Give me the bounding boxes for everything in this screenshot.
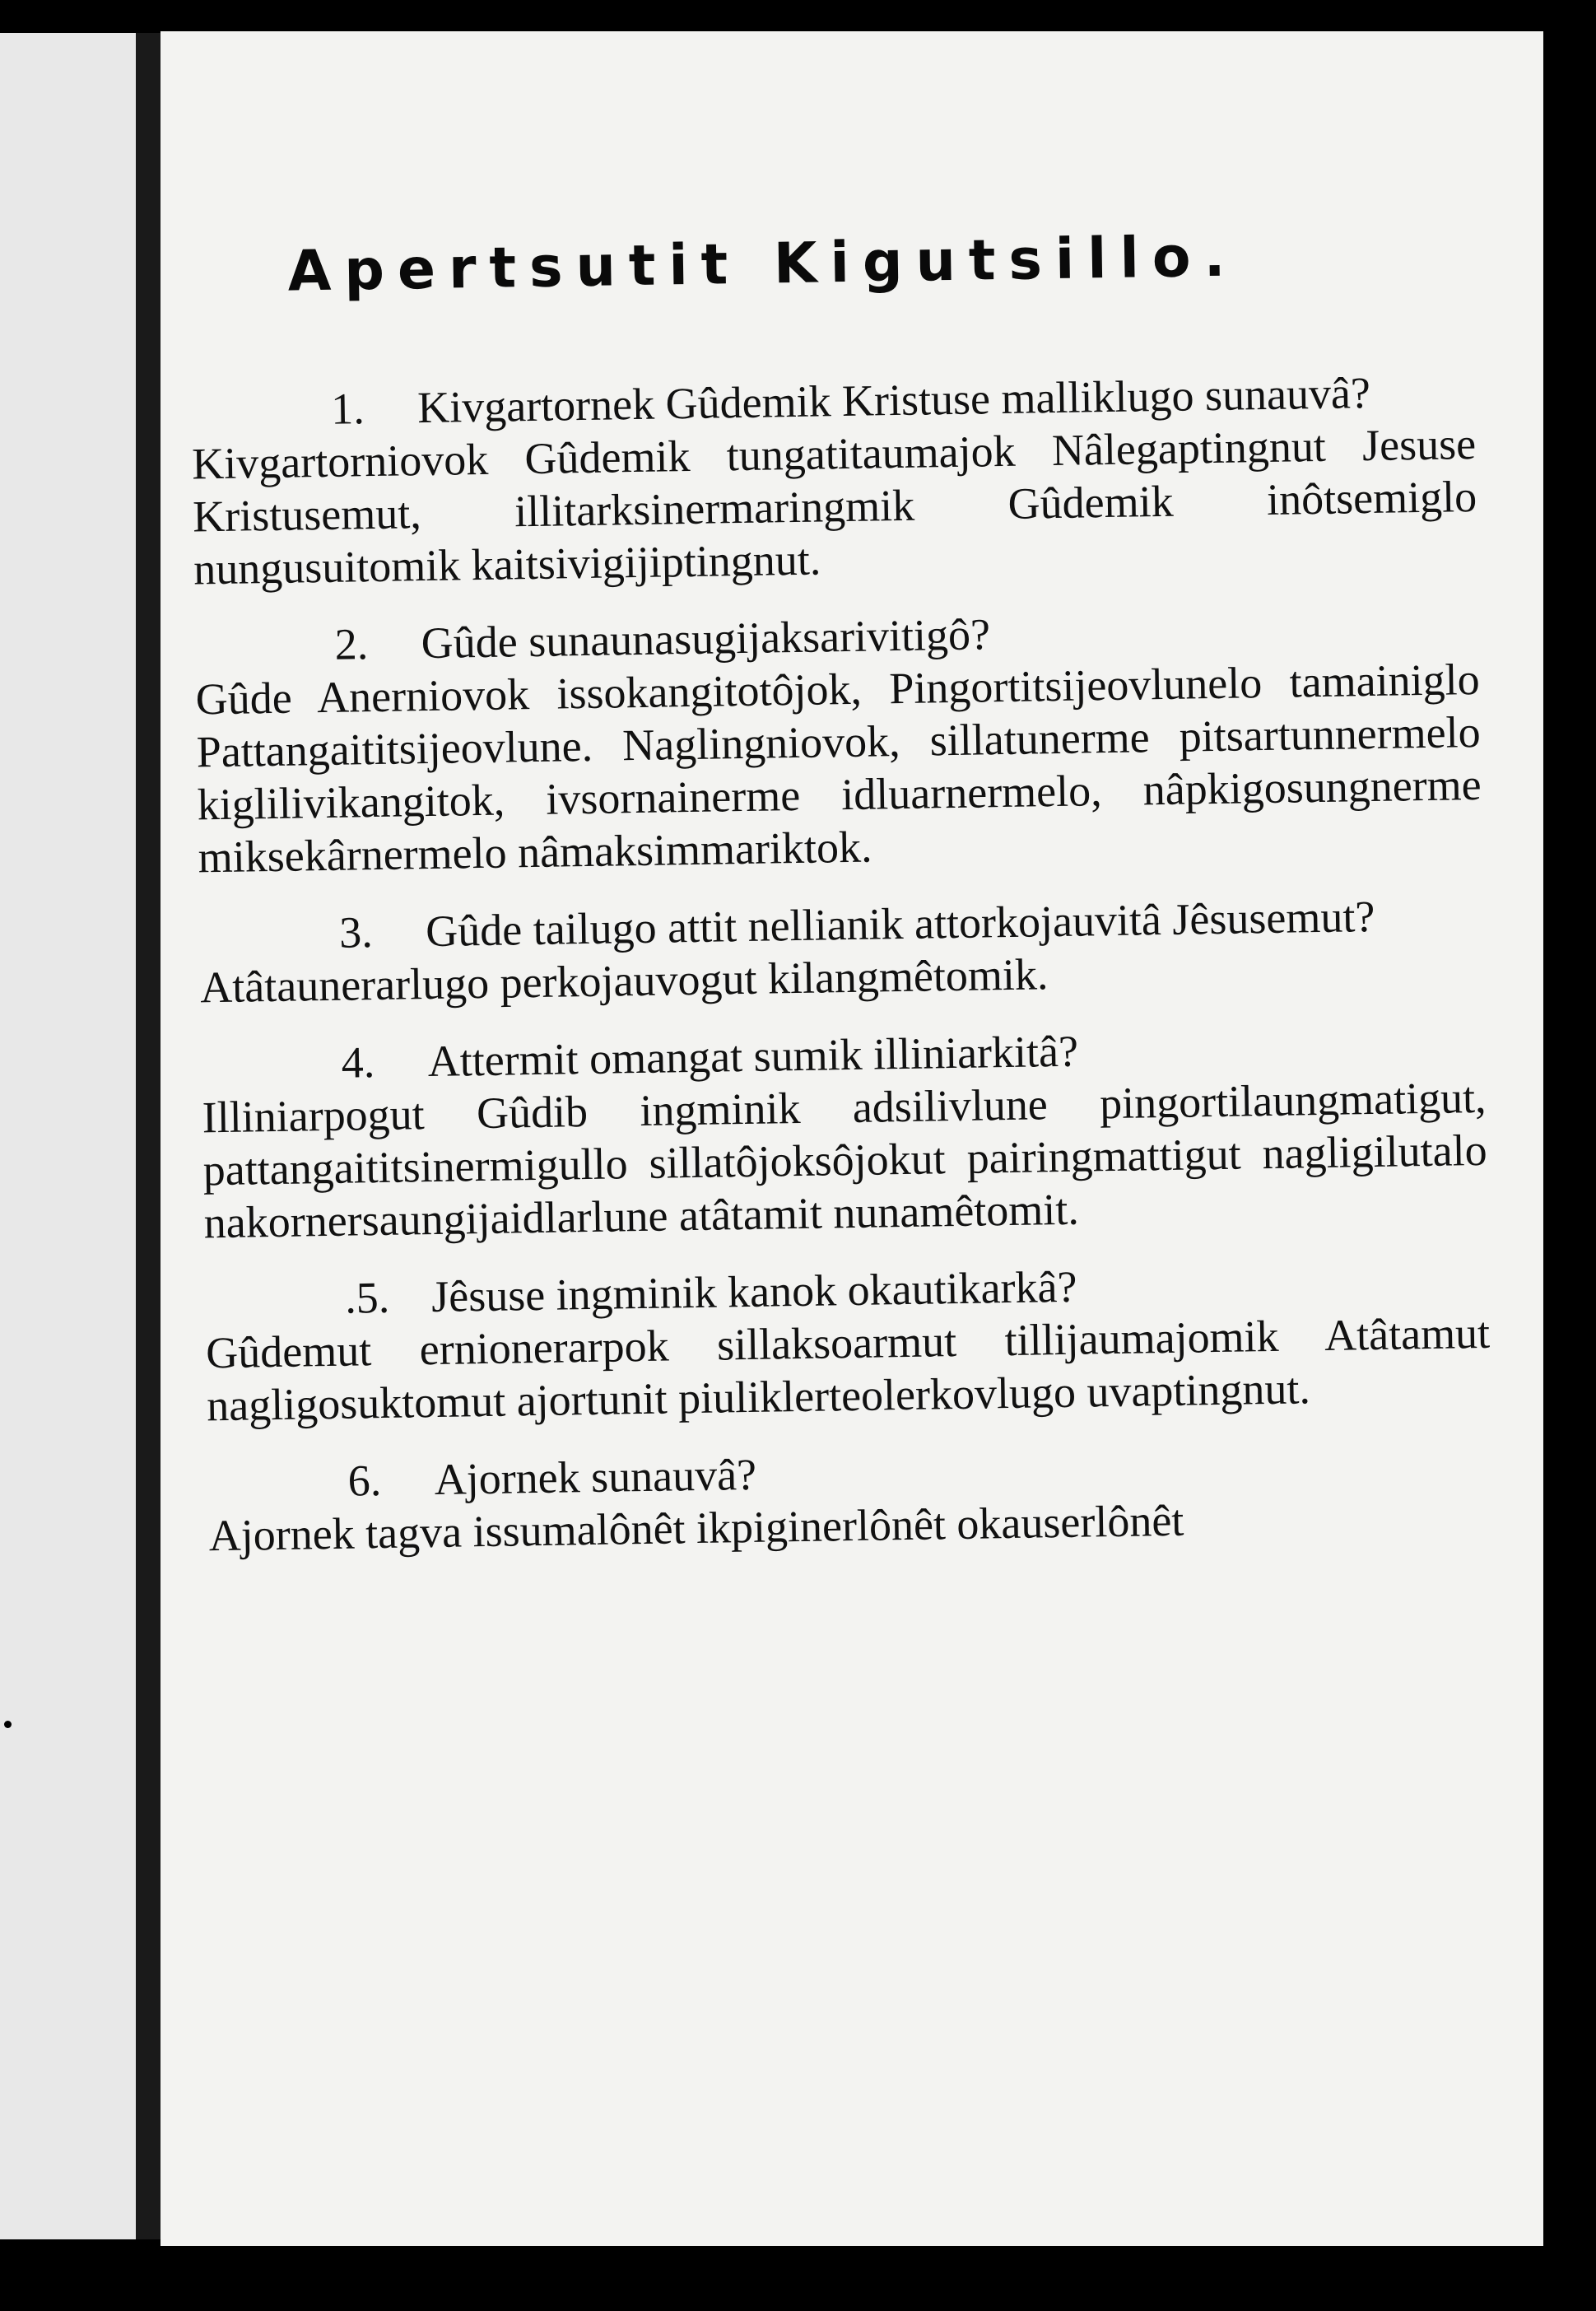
answer-2: Gûde Anerniovok issokangitotôjok, Pingortitsijeovlunelo tamainiglo Pattangaititsijeovlune. Naglingniovok, sillatunerme pitsartunnermelo kiglilivikangitok, ivsornainerme idluarnermelo, nâpkigosungnerme miksekârnermelo nâmaksimmariktok.: [195, 654, 1482, 883]
catechism-item-5: [205, 1254, 1491, 1432]
catechism-item-1: [191, 365, 1478, 595]
answer-1: Kivgartorniovok Gûdemik tungatitaumajok Nâlegaptingnut Jesuse Kristusemut, illitarksinermaringmik Gûdemik inôtsemiglo nungusuitomik kaitsivigijiptingnut.: [191, 418, 1477, 594]
answer-6: Ajornek tagva issumalônêt ikpiginerlônêt okauserlônêt: [208, 1495, 1184, 1561]
book-spine: [136, 33, 161, 2239]
catechism-item-4: [201, 1018, 1488, 1249]
question-text: Attermit omangat sumik illiniarkitâ?: [427, 1026, 1079, 1087]
question-text: Ajornek sunauvâ?: [434, 1449, 757, 1504]
margin-mark: [4, 1721, 12, 1728]
page-title: Apertsutit Kigutsillo.: [286, 224, 1239, 305]
catechism-item-2: [194, 600, 1482, 883]
question-number: 3.: [338, 907, 374, 957]
question-text: Kivgartornek Gûdemik Kristuse malliklugo sunauvâ?: [416, 367, 1371, 433]
catechism-item-6: [207, 1437, 1493, 1562]
answer-4: Illiniarpogut Gûdib ingminik adsilivlune pingortilaungmatigut, pattangaititsinermigullo sillatôjoksôjokut pairingmattigut nagligilutalo nakornersaungijaidlarlune atâtamit nunamêtomit.: [202, 1072, 1488, 1248]
question-number: 4.: [341, 1037, 375, 1088]
answer-3: Atâtaunerarlugo perkojauvogut kilangmêtomik.: [199, 949, 1049, 1013]
catechism-item-3: [199, 888, 1485, 1013]
question-text: Gûde sunaunasugijaksarivitigô?: [421, 609, 991, 669]
question-number: .5.: [344, 1272, 390, 1323]
document-page: [161, 31, 1543, 2246]
question-text: Gûde tailugo attit nellianik attorkojauvitâ Jêsusemut?: [425, 891, 1375, 957]
question-number: 2.: [334, 619, 369, 669]
answer-5: Gûdemut ernionerarpok sillaksoarmut tillijaumajomik Atâtamut nagligosuktomut ajortunit piuliklerteolerkovlugo uvaptingnut.: [205, 1307, 1491, 1431]
facing-page-edge: [0, 33, 152, 2239]
catechism-content: [191, 365, 1494, 1586]
question-number: 6.: [347, 1456, 382, 1506]
question-text: Jêsuse ingminik kanok okautikarkâ?: [430, 1261, 1077, 1322]
question-number: 1.: [330, 384, 365, 434]
